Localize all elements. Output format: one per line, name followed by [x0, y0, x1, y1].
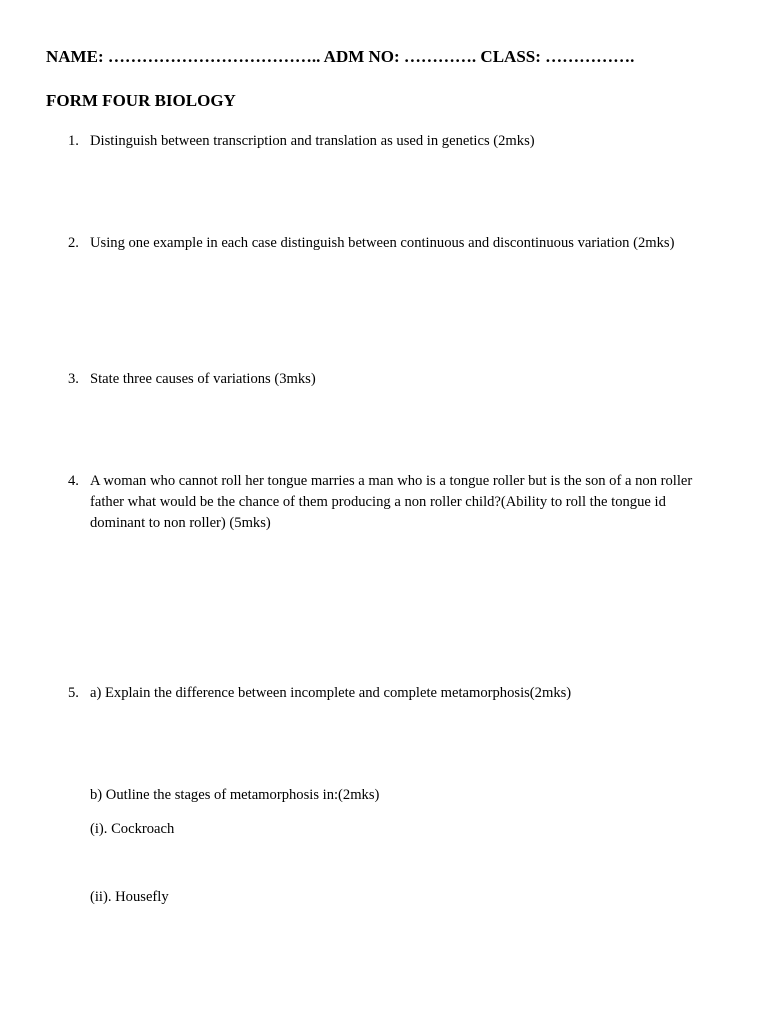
question-5b-sub-ii: (ii). Housefly [90, 889, 169, 905]
question-4-text-line-1: A woman who cannot roll her tongue marries a man who is a tongue roller but is the son of a non roller [90, 473, 693, 489]
question-3-number: 3. [68, 371, 79, 387]
page-title: FORM FOUR BIOLOGY [46, 91, 236, 110]
question-2-number: 2. [68, 235, 79, 251]
question-4-number: 4. [68, 473, 79, 489]
question-2-text: Using one example in each case distinguish between continuous and discontinuous variation (2mks) [90, 235, 675, 251]
question-4-text-line-2: father what would be the chance of them producing a non roller child?(Ability to roll the tongue id [90, 494, 666, 510]
header-fields-line: NAME: ……………………………….. ADM NO: …………. CLASS: ……………. [46, 47, 635, 66]
question-1-number: 1. [68, 133, 79, 149]
question-3-text: State three causes of variations (3mks) [90, 371, 316, 387]
question-5a-text: a) Explain the difference between incomplete and complete metamorphosis(2mks) [90, 685, 572, 701]
question-5b-text: b) Outline the stages of metamorphosis in:(2mks) [90, 787, 380, 803]
question-4-text-line-3: dominant to non roller) (5mks) [90, 515, 271, 531]
question-5b-sub-i: (i). Cockroach [90, 821, 175, 837]
question-1-text: Distinguish between transcription and translation as used in genetics (2mks) [90, 133, 535, 149]
question-5-number: 5. [68, 685, 79, 701]
